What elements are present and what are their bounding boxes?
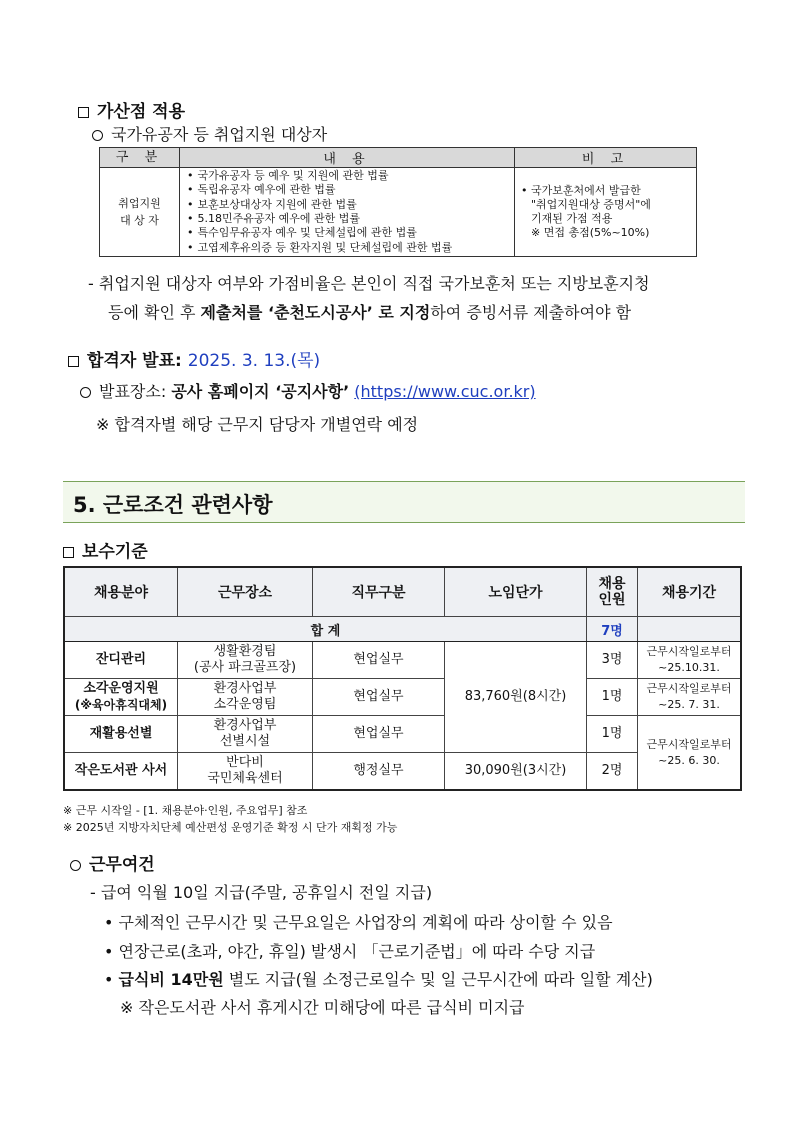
table-row: 작은도서관 사서 반다비 국민체육센터 행정실무 30,090원(3시간) 2명 [64,753,741,791]
circle-bullet-icon [70,860,81,871]
pay-note-2: ※ 2025년 지방자치단체 예산편성 운영기준 확정 시 단가 재획정 가능 [63,821,398,834]
pay-table [63,566,742,791]
col-header: 채용분야 [64,567,178,617]
list-item: • 국가유공자 등 예우 및 지원에 관한 법률 [187,169,514,183]
checkbox-square-icon [68,356,79,367]
col-header: 직무구분 [313,567,445,617]
table-row: 소각운영지원 (※육아휴직대체) 환경사업부 소각운영팀 현업실무 1명 근무시작일로부터 ~25. 7. 31. [64,679,741,716]
total-count: 7명 [587,617,638,642]
bonus-target: 국가유공자 등 취업지원 대상자 [92,122,327,145]
pay-day: - 급여 익월 10일 지급(주말, 공휴일시 전일 지급) [90,883,433,902]
table-header-row [100,148,697,168]
checkbox-square-icon [63,547,74,558]
announce-place: 발표장소: 공사 홈페이지 ‘공지사항’ (https://www.cuc.or.kr) [80,379,536,402]
homepage-link[interactable]: (https://www.cuc.or.kr) [354,382,536,401]
announce-note: ※ 합격자별 해당 근무지 담당자 개별연락 예정 [96,415,419,434]
col-header: 채용기간 [638,567,742,617]
announce-heading: 합격자 발표: 2025. 3. 13.(목) [68,346,320,371]
pay-heading: 보수기준 [63,537,148,562]
total-label: 합 계 [64,617,587,642]
shared-period: 근무시작일로부터 ~25. 6. 30. [638,716,742,791]
bonus-note-2: 등에 확인 후 제출처를 ‘춘천도시공사’ 로 지정하여 증빙서류 제출하여야 함 [108,303,632,322]
condition-bullet-3: • 급식비 14만원 별도 지급(월 소정근로일수 및 일 근무시간에 따라 일할 계산) [104,970,653,989]
checkbox-square-icon [78,107,89,118]
list-item: • 고엽제후유의증 등 환자지원 및 단체설립에 관한 법률 [187,241,514,255]
row-label: 취업지원 대 상 자 [100,168,180,257]
bonus-table [99,147,697,257]
condition-bullet-2: • 연장근로(초과, 야간, 휴일) 발생시 「근로기준법」에 따라 수당 지급 [104,942,596,961]
conditions-heading: 근무여건 [70,850,155,875]
col-header: 비 고 [515,148,697,168]
bonus-note-1: - 취업지원 대상자 여부와 가점비율은 본인이 직접 국가보훈처 또는 지방보훈지청 [88,274,650,293]
table-header-row [64,567,741,617]
col-header: 채용 인원 [587,567,638,617]
bonus-heading: 가산점 적용 [78,97,185,122]
circle-bullet-icon [92,130,103,141]
shared-wage: 83,760원(8시간) [445,642,587,753]
table-row: 잔디관리 생활환경팀 (공사 파크골프장) 현업실무 83,760원(8시간) 3명 근무시작일로부터 ~25.10.31. [64,642,741,679]
list-item: • 5.18민주유공자 예우에 관한 법률 [187,212,514,226]
announce-date: 2025. 3. 13.(목) [187,351,321,371]
list-item: • 보훈보상대상자 지원에 관한 법률 [187,198,514,212]
table-row [100,168,697,257]
col-header: 내 용 [180,148,515,168]
col-header: 구 분 [100,148,180,168]
list-item: • 독립유공자 예우에 관한 법률 [187,183,514,197]
col-header: 노임단가 [445,567,587,617]
law-list-cell [180,168,515,257]
law-list [187,169,514,255]
col-header: 근무장소 [178,567,313,617]
section-header [63,481,745,523]
table-row: 재활용선별 환경사업부 선별시설 현업실무 1명 근무시작일로부터 ~25. 6. 30. [64,716,741,753]
total-row [64,617,741,642]
condition-bullet-1: • 구체적인 근무시간 및 근무요일은 사업장의 계획에 따라 상이할 수 있음 [104,913,613,932]
list-item: • 특수임무유공자 예우 및 단체설립에 관한 법률 [187,226,514,240]
pay-note-1: ※ 근무 시작일 - [1. 채용분야·인원, 주요업무] 참조 [63,804,308,817]
condition-bullet-3-note: ※ 작은도서관 사서 휴게시간 미해당에 따른 급식비 미지급 [120,998,525,1017]
remark-cell: • 국가보훈처에서 발급한 "취업지원대상 증명서"에 기재된 가점 적용 ※ 면접 총점(5%~10%) [515,168,697,257]
total-empty [638,617,742,642]
section-title: 5. 근로조건 관련사항 [73,493,273,517]
circle-bullet-icon [80,387,91,398]
